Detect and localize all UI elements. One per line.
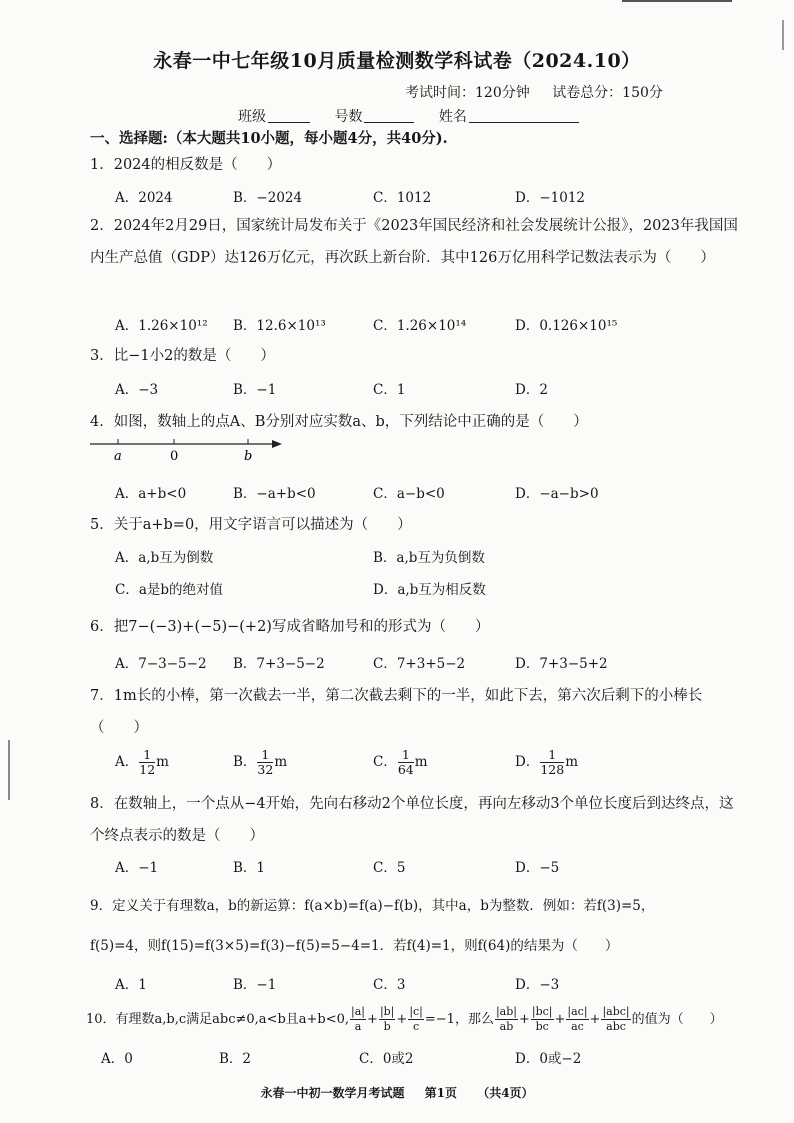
question-8: 8．在数轴上，一个点从−4开始，先向右移动2个单位长度，再向左移动3个单位长度后到达终点，这个终点表示的数是（ ） — [90, 796, 734, 844]
options-6 — [115, 652, 755, 674]
number-line-figure — [90, 436, 290, 466]
option: D．2 — [515, 382, 548, 398]
footer-total: （共4页） — [477, 1086, 534, 1100]
option: C．a−b<0 — [373, 486, 445, 502]
exam-time: 考试时间：120分钟 — [405, 85, 530, 101]
label-a: a — [114, 449, 122, 464]
option: A．−1 — [115, 860, 159, 876]
name-label: 姓名 — [438, 109, 467, 125]
question-3: 3．比−1小2的数是（ ） — [90, 348, 275, 364]
options-8 — [115, 856, 755, 878]
options-4 — [115, 482, 755, 504]
option: C．7+3+5−2 — [373, 656, 466, 672]
question-1: 1．2024的相反数是（ ） — [90, 157, 282, 173]
class-blank — [268, 108, 310, 123]
option: D．a,b互为相反数 — [373, 582, 486, 598]
question-10: 10．有理数a,b,c满足abc≠0,a<b且a+b<0, $\frac{|a|}{a}$ + $\frac{|b|}{b}$ + $\frac{|c|}{c}$ =−1，那么 $\frac{|ab|}{ab}$ + $\frac{|bc|}{bc}$ + $\frac{|ac|}{ac}$ + $\frac{\text{|abc|}}{\text{abc}}$ 的值为（ ） — [86, 1005, 723, 1033]
option: D．7+3−5+2 — [515, 656, 608, 672]
footer-page: 第1页 — [424, 1086, 457, 1100]
option: D．−5 — [515, 860, 560, 876]
question-6: 6．把7−(−3)+(−5)−(+2)写成省略加号和的形式为（ ） — [90, 619, 490, 635]
question-5: 5．关于a+b=0，用文字语言可以描述为（ ） — [90, 517, 412, 533]
section-heading: 一、选择题:（本大题共10小题，每小题4分，共40分). — [90, 130, 448, 147]
option: C．5 — [373, 860, 406, 876]
scan-mark-top — [622, 0, 732, 2]
number-label: 号数 — [334, 109, 363, 125]
student-info-line — [238, 106, 599, 126]
question-9-line1: 9．定义关于有理数a，b的新运算：f(a×b)=f(a)−f(b)，其中a，b为整数．例如：若f(3)=5， — [90, 898, 655, 914]
question-2: 2．2024年2月29日，国家统计局发布关于《2023年国民经济和社会发展统计公报》，2023年我国国内生产总值（GDP）达126万亿元，再次跃上新台阶．其中126万亿用科学记数法表示为（ ） — [90, 218, 738, 266]
option: D．−a−b>0 — [515, 486, 599, 502]
option: A．0 — [101, 1051, 133, 1067]
option: B．−1 — [233, 977, 277, 993]
option: A．1.26×10¹² — [115, 318, 208, 334]
option-a: A． $\frac{1}{12}$ m — [115, 747, 169, 777]
option: B．7+3−5−2 — [233, 656, 325, 672]
label-b: b — [244, 449, 253, 464]
page-footer — [0, 1084, 794, 1101]
option: C．1.26×10¹⁴ — [373, 318, 467, 334]
total-score: 试卷总分：150分 — [552, 85, 663, 101]
option-c: C． $\frac{1}{64}$ m — [373, 747, 428, 777]
options-1 — [115, 186, 755, 208]
arrow-right-icon — [272, 440, 282, 448]
option: D．0或−2 — [515, 1051, 582, 1067]
scan-mark-left — [8, 740, 10, 800]
footer-school: 永春一中初一数学月考试题 — [260, 1086, 405, 1100]
exam-meta — [405, 82, 681, 102]
label-zero: 0 — [170, 449, 179, 464]
name-blank — [469, 108, 579, 123]
exam-title: 永春一中七年级10月质量检测数学科试卷（2024.10） — [153, 50, 641, 72]
options-3 — [115, 378, 755, 400]
option-b: B． $\frac{1}{32}$ m — [233, 747, 288, 777]
option: A．2024 — [115, 190, 173, 206]
options-10 — [101, 1047, 741, 1069]
class-label: 班级 — [238, 109, 266, 125]
option: D．−1012 — [515, 190, 585, 206]
option: C．3 — [373, 977, 406, 993]
options-2 — [115, 314, 755, 336]
option: B．1 — [233, 860, 266, 876]
option: C．1 — [373, 382, 406, 398]
option: B．−1 — [233, 382, 277, 398]
option: D．−3 — [515, 977, 560, 993]
question-4: 4．如图，数轴上的点A、B分别对应实数a、b，下列结论中正确的是（ ） — [90, 414, 588, 430]
option: B．a,b互为负倒数 — [373, 550, 485, 566]
number-blank — [364, 108, 414, 123]
option: B．2 — [219, 1051, 252, 1067]
options-5-row1 — [115, 546, 755, 568]
option: C．1012 — [373, 190, 432, 206]
option: A．1 — [115, 977, 147, 993]
options-9 — [115, 973, 755, 995]
option: B．−a+b<0 — [233, 486, 316, 502]
question-7: 7．1m长的小棒，第一次截去一半，第二次截去剩下的一半，如此下去，第六次后剩下的小棒长（ ） — [90, 688, 703, 736]
option: C．a是b的绝对值 — [115, 582, 224, 598]
options-7 — [115, 748, 755, 782]
option: C．0或2 — [359, 1051, 414, 1067]
option: D．0.126×10¹⁵ — [515, 318, 618, 334]
option-d: D． $\frac{1}{128}$ m — [515, 747, 578, 777]
option: A．7−3−5−2 — [115, 656, 207, 672]
option: A．a+b<0 — [115, 486, 187, 502]
question-9-line2: f(5)=4，则f(15)=f(3×5)=f(3)−f(5)=5−4=1．若f(4)=1，则f(64)的结果为（ ） — [90, 938, 619, 954]
option: A．a,b互为倒数 — [115, 550, 214, 566]
option: A．−3 — [115, 382, 159, 398]
option: B．12.6×10¹³ — [233, 318, 326, 334]
option: B．−2024 — [233, 190, 303, 206]
options-5-row2 — [115, 578, 755, 600]
